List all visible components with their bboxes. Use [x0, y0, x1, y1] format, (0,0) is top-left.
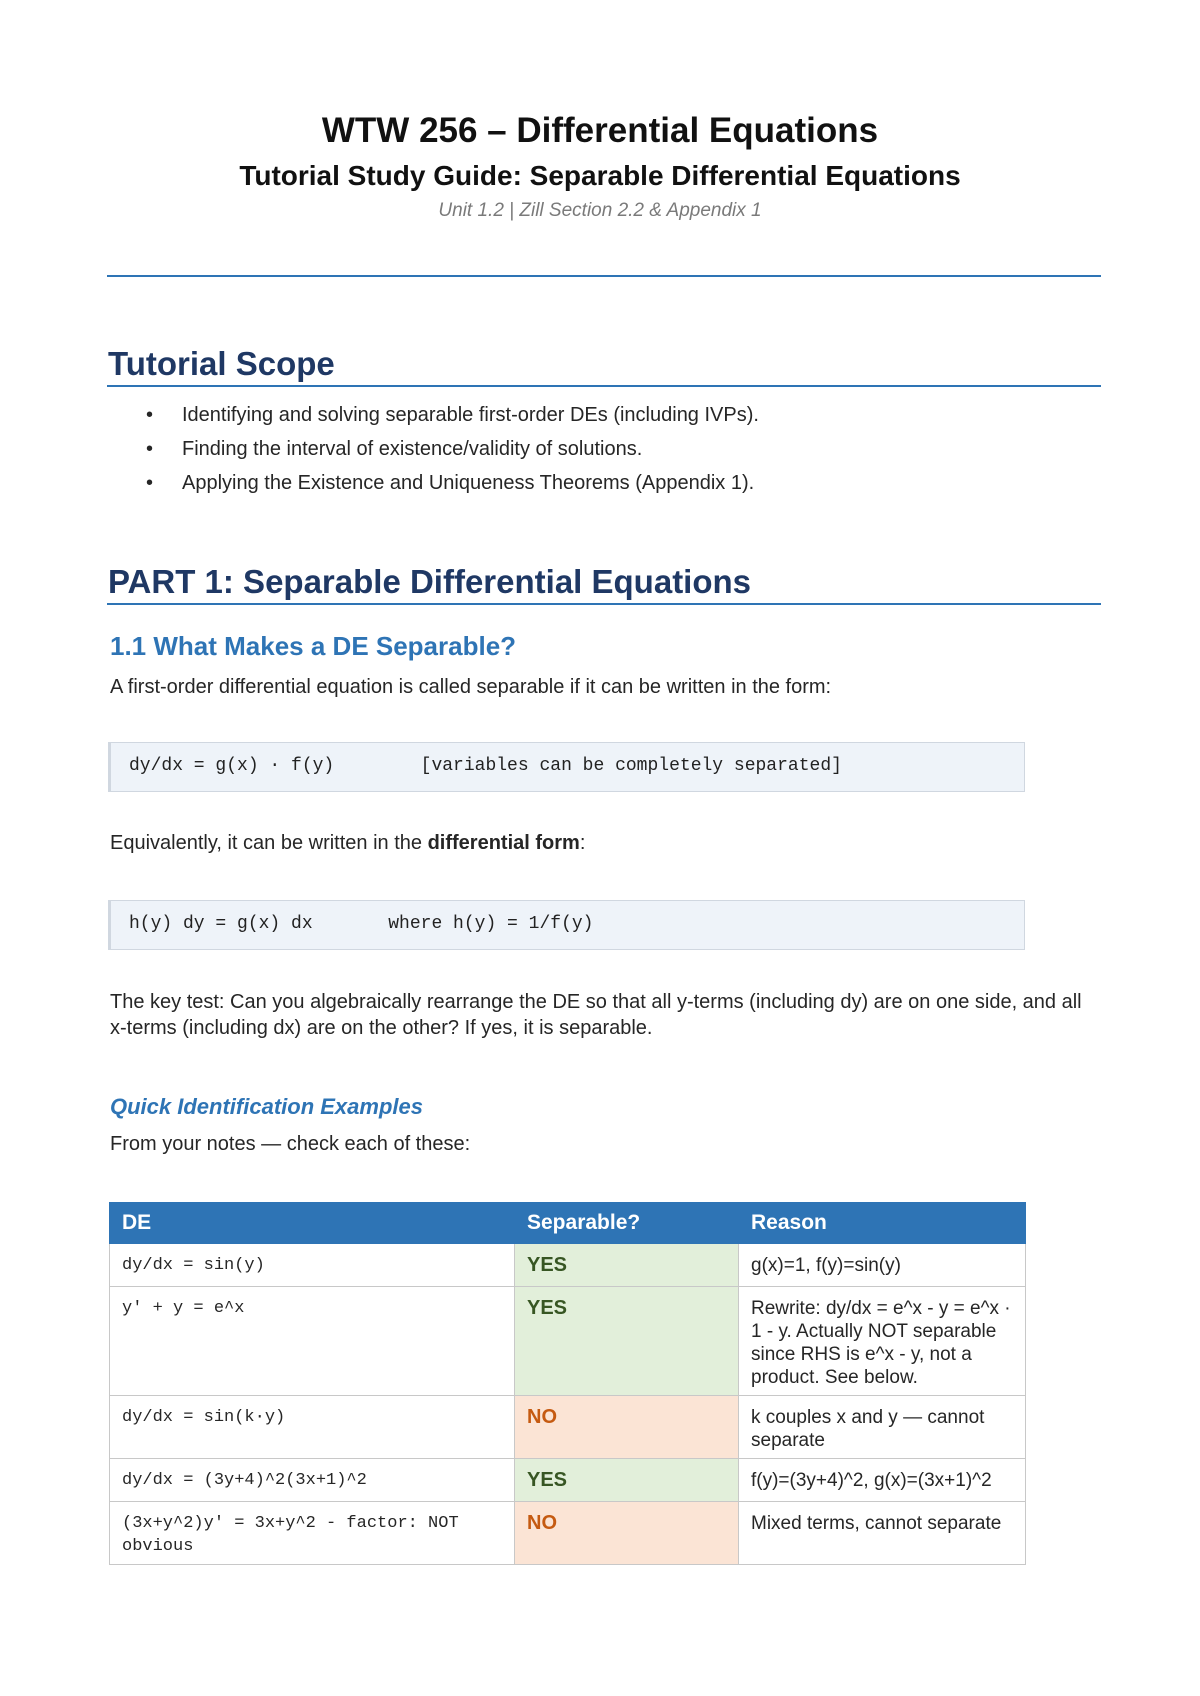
table-row	[110, 1459, 1026, 1502]
reason-cell: g(x)=1, f(y)=sin(y)	[739, 1244, 1026, 1287]
part1-heading: PART 1: Separable Differential Equations	[108, 563, 752, 600]
de-cell: dy/dx = sin(y)	[110, 1244, 515, 1287]
de-cell: y' + y = e^x	[110, 1287, 515, 1396]
scope-heading: Tutorial Scope	[108, 345, 335, 382]
column-header: DE	[110, 1203, 515, 1244]
examples-table	[109, 1202, 1026, 1565]
bullet-icon: •	[146, 438, 154, 460]
formula-box	[108, 742, 1025, 792]
de-cell: dy/dx = (3y+4)^2(3x+1)^2	[110, 1459, 515, 1502]
unit-reference: Unit 1.2 | Zill Section 2.2 & Appendix 1	[438, 200, 762, 221]
bullet-icon: •	[146, 472, 154, 494]
de-cell: (3x+y^2)y' = 3x+y^2 - factor: NOT obvious	[110, 1502, 515, 1565]
column-header: Reason	[739, 1203, 1026, 1244]
table-row	[110, 1287, 1026, 1396]
reason-cell: Rewrite: dy/dx = e^x - y = e^x · 1 - y. Actually NOT separable since RHS is e^x - y, not a product. See below.	[739, 1287, 1026, 1396]
de-cell: dy/dx = sin(k·y)	[110, 1396, 515, 1459]
title-divider	[107, 275, 1101, 277]
examples-intro: From your notes — check each of these:	[110, 1133, 471, 1155]
differential-formula: h(y) dy = g(x) dx where h(y) = 1/f(y)	[129, 914, 594, 934]
separable-cell: YES	[515, 1244, 739, 1287]
section-heading: 1.1 What Makes a DE Separable?	[110, 631, 517, 661]
separable-cell: NO	[515, 1502, 739, 1565]
intro-paragraph: A first-order differential equation is called separable if it can be written in the form:	[110, 676, 832, 698]
reason-cell: Mixed terms, cannot separate	[739, 1502, 1026, 1565]
examples-heading: Quick Identification Examples	[110, 1094, 423, 1119]
part1-heading-underline	[107, 603, 1101, 605]
title-block	[0, 108, 1200, 222]
column-header: Separable?	[515, 1203, 739, 1244]
bullet-icon: •	[146, 404, 154, 426]
document-page: WTW 256 – Differential Equations Tutorial Study Guide: Separable Differential Equations Unit 1.2 | Zill Section 2.2 & Appendix 1 Tutorial Scope • Identifying and solving separable first-order DEs (including IVPs). • Finding the interval of existence/validity of solutions. • Applying the Existence and Uniqueness Theorems (Appendix 1). PART 1: Separable Differential Equations 1.1 What Makes a DE Separable? A first-order differential equation is called separable if it can be written in the form: dy/dx = g(x) · f(y) [variables can be completely separated] Equivalently, it can be written in the differential form: h(y) dy = g(x) dx where h(y) = 1/f(y) The key test: Can you algebraically rearrange the DE so that all y-terms (including dy) are on one side, and all x-terms (including dx) are on the other? If yes, it is separable. Quick Identification Examples From your notes — check each of these: DE Separable? Reason dy/dx = sin(y) YES g(x)=1, f(y)=sin(y) y' + y = e^x YES Rewrite: dy/dx = e^x - y = e^x · 1 - y. Actually NOT separable since RHS is e^x - y, not a product. See below. dy/dx = sin(k·y) NO k couples x and y — cannot separate dy/dx = (3y+4)^2(3x+1)^2 YES f(y)=(3y+4)^2, g(x)=(3x+1)^2 (3x+y^2)y' = 3x+y^2 - factor: NOT obvious NO Mixed terms, cannot separate	[0, 0, 1200, 1696]
document-subtitle: Tutorial Study Guide: Separable Differential Equations	[239, 160, 961, 191]
table-header-row	[110, 1203, 1026, 1244]
document-title: WTW 256 – Differential Equations	[321, 111, 879, 150]
scope-heading-underline	[107, 385, 1101, 387]
table-row	[110, 1396, 1026, 1459]
formula-box	[108, 900, 1025, 950]
table-row	[110, 1502, 1026, 1565]
separable-formula: dy/dx = g(x) · f(y) [variables can be completely separated]	[129, 756, 842, 776]
key-test-paragraph: The key test: Can you algebraically rearrange the DE so that all y-terms (including dy) are on one side, and all x-terms (including dx) are on the other? If yes, it is separable.	[110, 991, 1082, 1039]
reason-cell: f(y)=(3y+4)^2, g(x)=(3x+1)^2	[739, 1459, 1026, 1502]
equivalent-paragraph: Equivalently, it can be written in the differential form:	[110, 832, 586, 854]
separable-cell: YES	[515, 1459, 739, 1502]
table-row	[110, 1244, 1026, 1287]
differential-form-term: differential form	[427, 832, 580, 854]
reason-cell: k couples x and y — cannot separate	[739, 1396, 1026, 1459]
separable-cell: NO	[515, 1396, 739, 1459]
separable-cell: YES	[515, 1287, 739, 1396]
